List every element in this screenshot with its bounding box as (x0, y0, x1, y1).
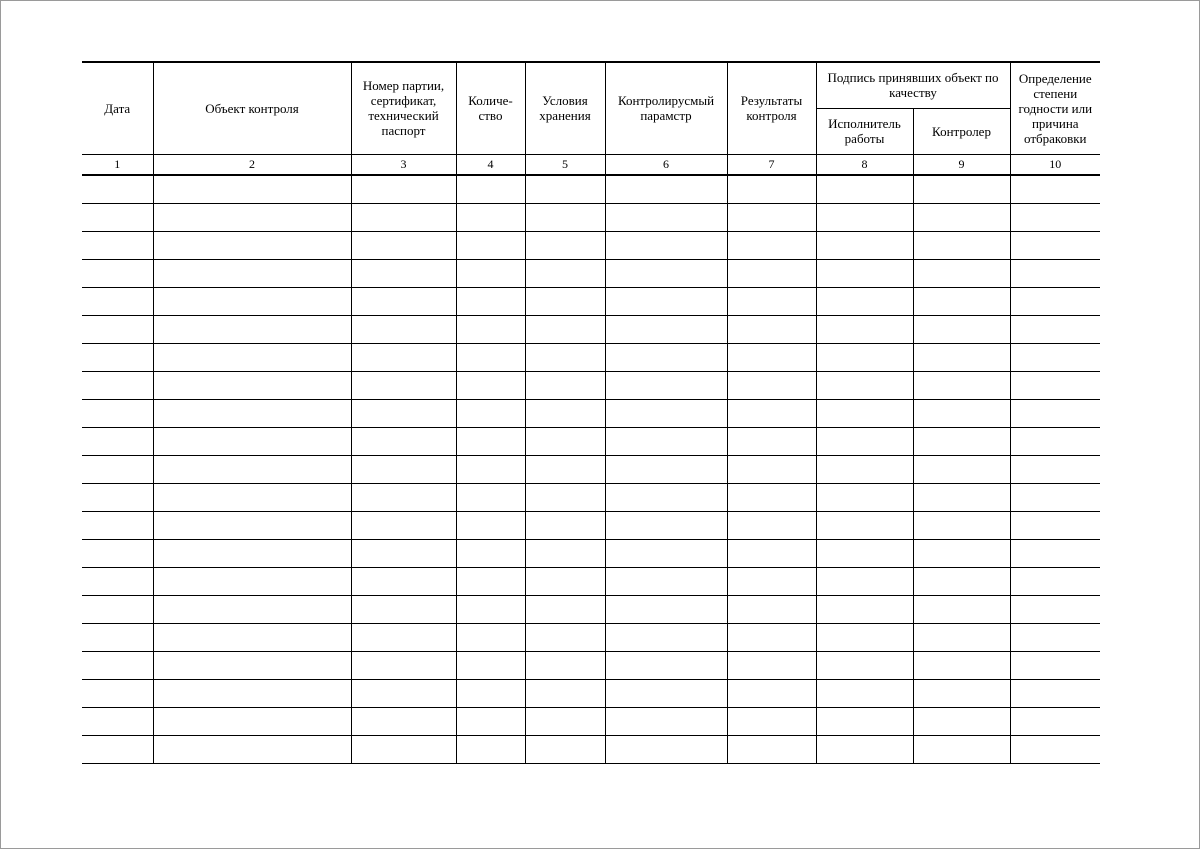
table-cell[interactable] (605, 427, 727, 455)
table-cell[interactable] (456, 399, 525, 427)
table-cell[interactable] (727, 707, 816, 735)
table-cell[interactable] (913, 399, 1010, 427)
table-cell[interactable] (351, 679, 456, 707)
table-cell[interactable] (351, 595, 456, 623)
table-cell[interactable] (913, 259, 1010, 287)
table-cell[interactable] (727, 651, 816, 679)
table-cell[interactable] (351, 651, 456, 679)
table-cell[interactable] (351, 511, 456, 539)
table-cell[interactable] (456, 203, 525, 231)
table-cell[interactable] (351, 343, 456, 371)
table-cell[interactable] (456, 679, 525, 707)
table-row (82, 399, 1100, 427)
table-cell[interactable] (456, 707, 525, 735)
table-cell[interactable] (82, 679, 153, 707)
table-cell[interactable] (913, 343, 1010, 371)
table-cell[interactable] (525, 371, 605, 399)
table-cell[interactable] (456, 343, 525, 371)
table-cell[interactable] (1010, 455, 1100, 483)
table-cell[interactable] (816, 231, 913, 259)
table-row (82, 427, 1100, 455)
table-row (82, 707, 1100, 735)
table-row (82, 679, 1100, 707)
table-cell[interactable] (727, 483, 816, 511)
table-row (82, 259, 1100, 287)
table-row (82, 511, 1100, 539)
table-cell[interactable] (816, 539, 913, 567)
table-cell[interactable] (82, 427, 153, 455)
table-cell[interactable] (816, 315, 913, 343)
table-cell[interactable] (1010, 343, 1100, 371)
table-cell[interactable] (456, 623, 525, 651)
table-cell[interactable] (605, 175, 727, 204)
header-batch-number: Номер партии, сертификат, технический паспорт (351, 62, 456, 154)
table-cell[interactable] (816, 483, 913, 511)
table-cell[interactable] (525, 287, 605, 315)
table-cell[interactable] (351, 707, 456, 735)
table-cell[interactable] (456, 735, 525, 763)
table-cell[interactable] (1010, 399, 1100, 427)
table-cell[interactable] (913, 623, 1010, 651)
table-cell[interactable] (82, 483, 153, 511)
table-cell[interactable] (727, 511, 816, 539)
table-cell[interactable] (605, 371, 727, 399)
column-number: 2 (153, 154, 351, 175)
table-cell[interactable] (816, 259, 913, 287)
table-cell[interactable] (351, 455, 456, 483)
table-cell[interactable] (153, 455, 351, 483)
table-cell[interactable] (816, 679, 913, 707)
header-storage-conditions: Условия хранения (525, 62, 605, 154)
table-cell[interactable] (605, 455, 727, 483)
table-cell[interactable] (351, 203, 456, 231)
table-row (82, 203, 1100, 231)
column-number-row (82, 154, 1100, 175)
table-cell[interactable] (816, 343, 913, 371)
table-cell[interactable] (1010, 427, 1100, 455)
table-cell[interactable] (153, 595, 351, 623)
table-cell[interactable] (456, 511, 525, 539)
table-cell[interactable] (913, 651, 1010, 679)
table-cell[interactable] (82, 203, 153, 231)
table-cell[interactable] (605, 203, 727, 231)
table-cell[interactable] (1010, 175, 1100, 204)
table-cell[interactable] (82, 455, 153, 483)
column-number: 4 (456, 154, 525, 175)
table-cell[interactable] (727, 735, 816, 763)
table-cell[interactable] (913, 371, 1010, 399)
table-cell[interactable] (82, 371, 153, 399)
header-determination: Определение степени годности или причина отбраковки (1010, 62, 1100, 154)
table-cell[interactable] (913, 679, 1010, 707)
table-cell[interactable] (525, 735, 605, 763)
table-cell[interactable] (913, 539, 1010, 567)
table-row (82, 371, 1100, 399)
table-cell[interactable] (816, 371, 913, 399)
header-date: Дата (82, 62, 153, 154)
table-cell[interactable] (816, 175, 913, 204)
table-cell[interactable] (153, 735, 351, 763)
table-cell[interactable] (525, 511, 605, 539)
table-cell[interactable] (153, 651, 351, 679)
table-cell[interactable] (456, 455, 525, 483)
table-cell[interactable] (456, 651, 525, 679)
table-cell[interactable] (82, 343, 153, 371)
table-cell[interactable] (351, 371, 456, 399)
table-cell[interactable] (913, 231, 1010, 259)
table-cell[interactable] (82, 175, 153, 204)
table-cell[interactable] (727, 567, 816, 595)
table-cell[interactable] (727, 399, 816, 427)
table-cell[interactable] (351, 427, 456, 455)
table-cell[interactable] (816, 735, 913, 763)
table-cell[interactable] (525, 623, 605, 651)
table-row (82, 343, 1100, 371)
table-row (82, 623, 1100, 651)
table-cell[interactable] (605, 315, 727, 343)
table-cell[interactable] (605, 399, 727, 427)
table-cell[interactable] (82, 259, 153, 287)
table-cell[interactable] (525, 203, 605, 231)
table-cell[interactable] (816, 399, 913, 427)
table-cell[interactable] (82, 231, 153, 259)
table-cell[interactable] (1010, 371, 1100, 399)
table-cell[interactable] (727, 287, 816, 315)
table-cell[interactable] (351, 315, 456, 343)
table-cell[interactable] (82, 567, 153, 595)
header-quantity: Количе- ство (456, 62, 525, 154)
table-cell[interactable] (605, 287, 727, 315)
table-cell[interactable] (351, 539, 456, 567)
column-number: 1 (82, 154, 153, 175)
table-cell[interactable] (816, 203, 913, 231)
table-cell[interactable] (82, 623, 153, 651)
column-number: 3 (351, 154, 456, 175)
table-row (82, 567, 1100, 595)
table-cell[interactable] (727, 679, 816, 707)
table-cell[interactable] (727, 371, 816, 399)
table-cell[interactable] (913, 595, 1010, 623)
table-cell[interactable] (816, 567, 913, 595)
table-cell[interactable] (153, 679, 351, 707)
table-cell[interactable] (605, 259, 727, 287)
table-cell[interactable] (913, 707, 1010, 735)
table-cell[interactable] (816, 623, 913, 651)
table-cell[interactable] (351, 175, 456, 204)
table-cell[interactable] (82, 399, 153, 427)
table-cell[interactable] (153, 371, 351, 399)
table-cell[interactable] (1010, 231, 1100, 259)
table-cell[interactable] (153, 707, 351, 735)
table-cell[interactable] (351, 567, 456, 595)
table-cell[interactable] (605, 623, 727, 651)
table-cell[interactable] (525, 259, 605, 287)
header-control-results: Результаты контроля (727, 62, 816, 154)
table-cell[interactable] (1010, 707, 1100, 735)
table-cell[interactable] (525, 707, 605, 735)
table-cell[interactable] (525, 231, 605, 259)
table-cell[interactable] (727, 259, 816, 287)
table-cell[interactable] (153, 399, 351, 427)
table-cell[interactable] (816, 707, 913, 735)
table-cell[interactable] (605, 511, 727, 539)
table-cell[interactable] (82, 287, 153, 315)
table-cell[interactable] (605, 231, 727, 259)
table-cell[interactable] (153, 203, 351, 231)
table-cell[interactable] (1010, 203, 1100, 231)
table-cell[interactable] (1010, 595, 1100, 623)
table-cell[interactable] (605, 735, 727, 763)
table-cell[interactable] (525, 679, 605, 707)
table-row (82, 315, 1100, 343)
table-cell[interactable] (727, 623, 816, 651)
table-cell[interactable] (1010, 259, 1100, 287)
table-cell[interactable] (727, 427, 816, 455)
table-cell[interactable] (1010, 651, 1100, 679)
table-cell[interactable] (816, 287, 913, 315)
table-cell[interactable] (153, 539, 351, 567)
table-cell[interactable] (153, 231, 351, 259)
header-executor: Исполнитель работы (816, 108, 913, 154)
header-controlled-parameter: Контролирусмый парамстр (605, 62, 727, 154)
table-cell[interactable] (913, 315, 1010, 343)
table-row (82, 455, 1100, 483)
table-row (82, 483, 1100, 511)
table-cell[interactable] (605, 595, 727, 623)
table-cell[interactable] (82, 595, 153, 623)
table-cell[interactable] (727, 231, 816, 259)
table-cell[interactable] (82, 651, 153, 679)
table-cell[interactable] (605, 483, 727, 511)
table-row (82, 539, 1100, 567)
table-cell[interactable] (456, 175, 525, 204)
table-cell[interactable] (605, 343, 727, 371)
table-cell[interactable] (727, 539, 816, 567)
table-cell[interactable] (456, 371, 525, 399)
table-cell[interactable] (82, 735, 153, 763)
table-cell[interactable] (456, 231, 525, 259)
column-number: 6 (605, 154, 727, 175)
table-cell[interactable] (153, 567, 351, 595)
table-cell[interactable] (913, 483, 1010, 511)
table-cell[interactable] (82, 315, 153, 343)
table-cell[interactable] (525, 539, 605, 567)
table-row (82, 595, 1100, 623)
table-cell[interactable] (1010, 287, 1100, 315)
table-row (82, 651, 1100, 679)
table-cell[interactable] (82, 511, 153, 539)
table-cell[interactable] (153, 259, 351, 287)
column-number: 9 (913, 154, 1010, 175)
header-object-of-control: Объект контроля (153, 62, 351, 154)
table-cell[interactable] (525, 427, 605, 455)
table-cell[interactable] (351, 399, 456, 427)
table-cell[interactable] (1010, 315, 1100, 343)
table-cell[interactable] (605, 679, 727, 707)
table-cell[interactable] (727, 203, 816, 231)
table-cell[interactable] (153, 343, 351, 371)
table-cell[interactable] (727, 455, 816, 483)
table-cell[interactable] (816, 595, 913, 623)
table-cell[interactable] (913, 203, 1010, 231)
column-number: 7 (727, 154, 816, 175)
table-cell[interactable] (727, 175, 816, 204)
table-cell[interactable] (153, 175, 351, 204)
table-cell[interactable] (82, 539, 153, 567)
table-cell[interactable] (456, 315, 525, 343)
column-number: 10 (1010, 154, 1100, 175)
table-cell[interactable] (351, 259, 456, 287)
table-cell[interactable] (816, 427, 913, 455)
table-cell[interactable] (913, 175, 1010, 204)
table-cell[interactable] (1010, 679, 1100, 707)
table-cell[interactable] (525, 567, 605, 595)
table-row (82, 735, 1100, 763)
table-cell[interactable] (525, 399, 605, 427)
header-signature-group: Подпись принявших объект по качеству (816, 62, 1010, 108)
table-cell[interactable] (727, 343, 816, 371)
table-cell[interactable] (351, 735, 456, 763)
table-cell[interactable] (456, 539, 525, 567)
table-cell[interactable] (456, 483, 525, 511)
table-cell[interactable] (727, 595, 816, 623)
table-cell[interactable] (82, 707, 153, 735)
table-cell[interactable] (913, 427, 1010, 455)
table-cell[interactable] (1010, 483, 1100, 511)
table-cell[interactable] (351, 483, 456, 511)
table-cell[interactable] (351, 623, 456, 651)
table-cell[interactable] (525, 343, 605, 371)
table-cell[interactable] (351, 231, 456, 259)
table-cell[interactable] (913, 455, 1010, 483)
table-cell[interactable] (153, 623, 351, 651)
header-row-top (82, 62, 1100, 108)
table-cell[interactable] (913, 511, 1010, 539)
table-row (82, 175, 1100, 204)
table-cell[interactable] (153, 427, 351, 455)
table-cell[interactable] (456, 287, 525, 315)
column-number: 5 (525, 154, 605, 175)
table-cell[interactable] (605, 651, 727, 679)
table-cell[interactable] (153, 483, 351, 511)
table-cell[interactable] (816, 651, 913, 679)
table-cell[interactable] (456, 567, 525, 595)
table-cell[interactable] (456, 259, 525, 287)
table-row (82, 231, 1100, 259)
table-cell[interactable] (153, 287, 351, 315)
table-cell[interactable] (525, 651, 605, 679)
table-cell[interactable] (816, 455, 913, 483)
table-cell[interactable] (727, 315, 816, 343)
table-cell[interactable] (456, 427, 525, 455)
table-cell[interactable] (525, 315, 605, 343)
table-cell[interactable] (1010, 539, 1100, 567)
table-cell[interactable] (1010, 567, 1100, 595)
table-cell[interactable] (1010, 511, 1100, 539)
table-cell[interactable] (153, 315, 351, 343)
table-cell[interactable] (913, 287, 1010, 315)
table-cell[interactable] (153, 511, 351, 539)
table-cell[interactable] (913, 735, 1010, 763)
table-cell[interactable] (1010, 623, 1100, 651)
header-controller: Контролер (913, 108, 1010, 154)
table-cell[interactable] (816, 511, 913, 539)
table-row (82, 287, 1100, 315)
table-cell[interactable] (1010, 735, 1100, 763)
table-cell[interactable] (605, 539, 727, 567)
table-cell[interactable] (525, 483, 605, 511)
table-cell[interactable] (605, 707, 727, 735)
table-cell[interactable] (525, 455, 605, 483)
table-cell[interactable] (525, 175, 605, 204)
table-cell[interactable] (605, 567, 727, 595)
table-cell[interactable] (525, 595, 605, 623)
journal-body (82, 175, 1100, 764)
column-number: 8 (816, 154, 913, 175)
table-cell[interactable] (913, 567, 1010, 595)
table-cell[interactable] (456, 595, 525, 623)
journal-table (82, 61, 1100, 764)
table-cell[interactable] (351, 287, 456, 315)
